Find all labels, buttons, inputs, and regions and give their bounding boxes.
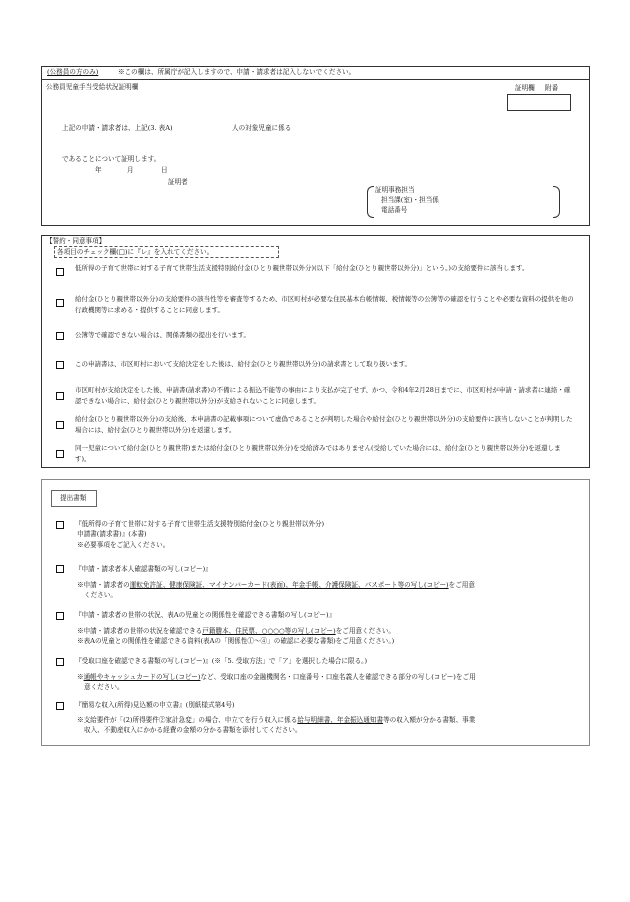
doc-3-note-1c: をご用意ください。 [335, 627, 396, 635]
doc-4-note-1c: など、受取口座の金融機関名・口座番号・口座名義人を確認できる部分の写し(コピー)をご用 [200, 673, 476, 681]
pledge-instruction: 各項目のチェック欄(□)に『レ』を入れてください。 [57, 248, 214, 256]
doc-4-note-2: 意ください。 [84, 683, 124, 691]
pledge-item-2: 給付金(ひとり親世帯以外分)の支給要件の該当性等を審査等するため、市区町村が必要な住民基本台帳情報、税情報等の公簿等の確認を行うことや必要な資料の提供を他の行政機関等に求める・提供することに同意します。 [75, 295, 574, 314]
doc-5-note-2: 収入、不動産収入にかかる経費の金額の分かる書類を添付してください。 [84, 726, 302, 734]
pledge-item-3: 公簿等で確認できない場合は、関係書類の提出を行います。 [75, 331, 250, 339]
doc-1-note-1: ※必要事項をご記入ください。 [77, 541, 170, 549]
doc-2-note-2: ください。 [84, 591, 117, 599]
pledge-item-4: この申請書は、市区町村において支給決定をした後は、給付金(ひとり親世帯以外分)の請求書として取り扱います。 [75, 360, 412, 368]
pledge-checkbox-2[interactable] [56, 299, 64, 307]
doc-2-note-1b: 運転免許証、健康保険証、マイナンバーカード(表面)、年金手帳、介護保険証、パスポート等の写し(コピー) [129, 581, 449, 589]
doc-1-title-2: 申請書(請求書)』(本書) [77, 530, 147, 538]
doc-2-note-1c: をご用意 [448, 581, 475, 589]
office-bracket-right [553, 186, 560, 218]
cert-col-label: 証明欄 [515, 84, 535, 92]
doc-2-note-1 [77, 581, 475, 590]
official-note-text: ※この欄は、所属庁が記入しますので、申請・請求者は記入しないでください。 [118, 68, 356, 76]
cert-line-1b: 人の対象児童に係る [232, 124, 292, 132]
doc-4-note-1a: ※ [77, 673, 84, 681]
office-bracket-left [367, 186, 374, 218]
doc-2-note-1a: ※申請・請求者の [77, 581, 130, 589]
doc-5-note-1 [77, 716, 475, 725]
doc-3-title-1: 『申請・請求者の世帯の状況、表Aの児童との関係性を確認できる書類の写し(コピー)』 [75, 611, 336, 619]
doc-4-title-1: 『受取口座を確認できる書類の写し(コピー)』(※「5. 受取方法」で「ア」を選択した場合に限る。) [75, 657, 368, 665]
day-label: 日 [161, 166, 168, 174]
office-line-3: 電話番号 [381, 206, 408, 214]
pledge-checkbox-1[interactable] [56, 268, 64, 276]
pledge-checkbox-5[interactable] [56, 392, 64, 400]
pledge-item-6: 給付金(ひとり親世帯以外分)の支給後、本申請書の記載事項について虚偽であることが判明した場合や給付金(ひとり親世帯以外分)の支給要件に該当しないことが判明した場合には、給付金(ひとり親世帯以外分)を返還します。 [75, 415, 573, 434]
doc-3-note-2: ※表Aの児童との関係性を確認できる資料(表Aの「関係性①～④」の確認に必要な書類)をご用意ください。) [77, 637, 395, 645]
doc-3-note-1 [77, 627, 395, 636]
pledge-item-7: 同一児童について給付金(ひとり親世帯)または給付金(ひとり親世帯以外分)を受給済みではありません(受給していた場合には、給付金(ひとり親世帯以外分)を返還します)。 [75, 444, 561, 463]
doc-5-note-1a: ※支給要件が「(2)所得要件②家計急変」の場合、申立てを行う収入に係る [77, 716, 298, 724]
doc-3-note-1b: 戸籍謄本、住民票、○○○○等の写し(コピー) [202, 627, 336, 635]
pledge-checkbox-7[interactable] [56, 450, 64, 458]
official-note-head: (公務員の方のみ) [47, 68, 99, 76]
doc-4-note-1b: 通帳やキャッシュカードの写し(コピー) [83, 673, 201, 681]
attach-label: 附番 [545, 84, 559, 92]
doc-2-title-1: 『申請・請求者本人確認書類の写し(コピー)』 [75, 565, 212, 573]
office-line-1: 証明事務担当 [375, 186, 415, 194]
doc-4-note-1 [77, 673, 476, 682]
pledge-item-5: 市区町村が支給決定をした後、申請書(請求書)の不備による振込不能等の事由により支払が完了せず、かつ、令和4年2月28日までに、市区町村が申請・請求者に連絡・確認できない場合に、給付金(ひとり親世帯以外分)が支給されないことに同意します。 [75, 386, 571, 405]
doc-checkbox-3[interactable] [56, 612, 64, 620]
office-line-2: 担当課(室)・担当係 [381, 196, 439, 204]
pledge-checkbox-3[interactable] [56, 332, 64, 340]
attach-number-field[interactable] [507, 94, 571, 111]
child-count-field[interactable] [200, 122, 230, 132]
docs-heading: 提出書類 [60, 494, 87, 502]
month-label: 月 [127, 166, 134, 174]
doc-checkbox-2[interactable] [56, 565, 64, 573]
doc-5-title-1: 『簡易な収入(所得)見込額の申立書』(別紙様式第4号) [75, 701, 235, 709]
doc-5-note-1c: 等の収入額が分かる書類、事業 [383, 716, 476, 724]
doc-1-title-1: 『低所得の子育て世帯に対する子育て世帯生活支援特別給付金(ひとり親世帯以外分) [75, 520, 325, 528]
doc-checkbox-1[interactable] [56, 521, 64, 529]
cert-line-2: であることについて証明します。 [62, 155, 161, 163]
doc-checkbox-4[interactable] [56, 658, 64, 666]
doc-3-note-1a: ※申請・請求者の世帯の状況を確認できる [77, 627, 203, 635]
doc-5-note-1b: 給与明細書、年金振込通知書 [297, 716, 384, 724]
pledge-checkbox-4[interactable] [56, 361, 64, 369]
official-title: 公務員児童手当受給状況証明欄 [46, 83, 139, 91]
year-label: 年 [95, 166, 102, 174]
doc-checkbox-5[interactable] [56, 702, 64, 710]
pledge-checkbox-6[interactable] [56, 421, 64, 429]
certifier-label: 証明者 [168, 178, 188, 186]
cert-line-1a: 上記の申請・請求者は、上記(3. 表A) [62, 124, 173, 132]
pledge-item-1: 低所得の子育て世帯に対する子育て世帯生活支援特別給付金(ひとり親世帯以外分)(以下「給付金(ひとり親世帯以外分)」という。)の支給要件に該当します。 [75, 264, 529, 272]
pledge-heading: 【誓約・同意事項】 [46, 237, 106, 245]
